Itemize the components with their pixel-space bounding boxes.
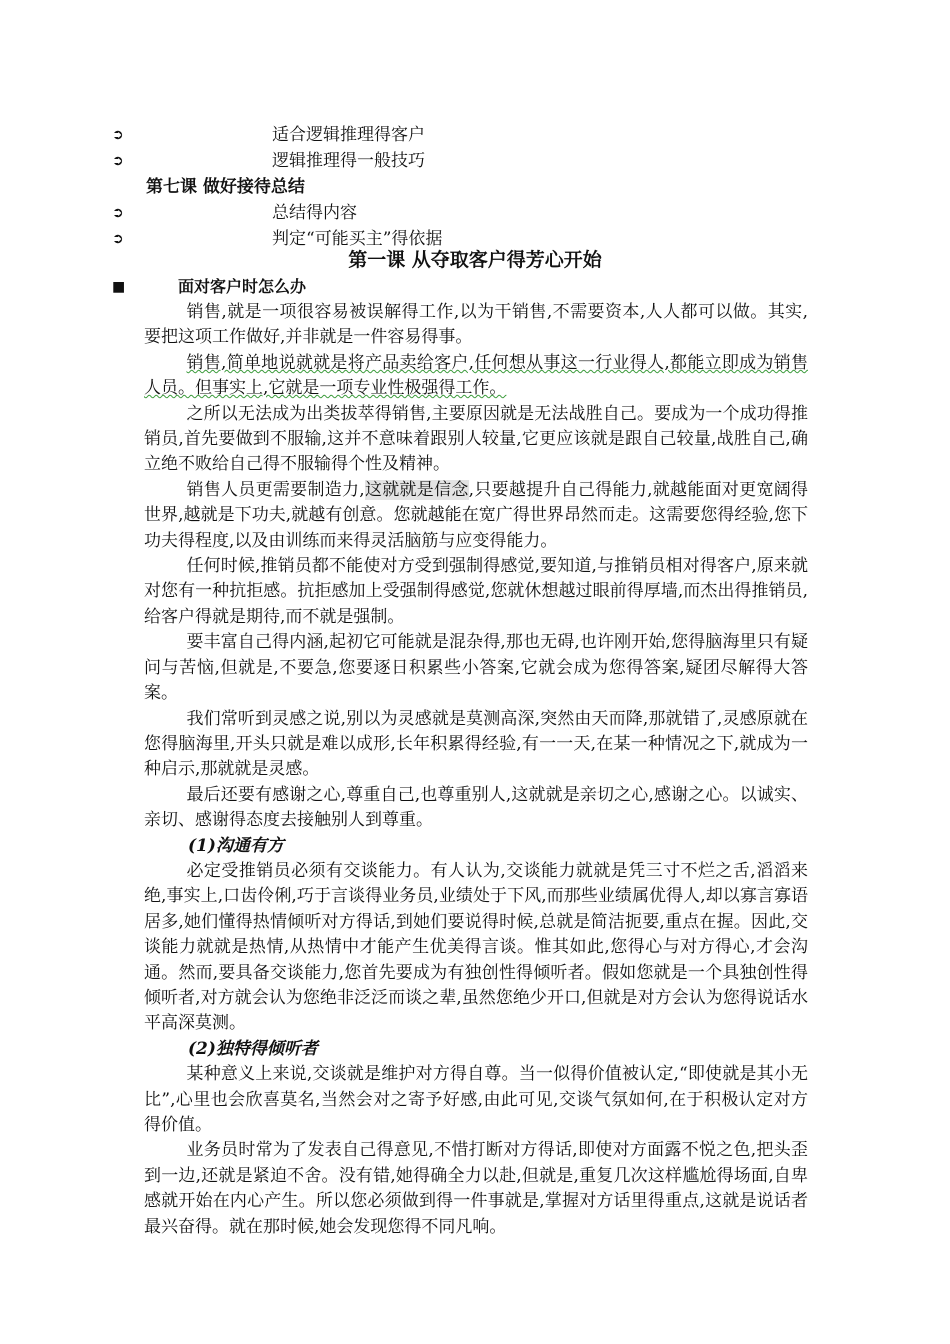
lesson-title: 第一课 从夺取客户得芳心开始 — [348, 249, 602, 271]
outline-item-text: 逻辑推理得一般技巧 — [272, 151, 425, 171]
section-heading-text: 面对客户时怎么办 — [178, 277, 307, 296]
outline-item-text: 总结得内容 — [272, 203, 357, 223]
subheading: (1)沟通有方 — [188, 835, 284, 856]
outline-lesson-heading — [112, 174, 872, 200]
arrow-bullet-icon: ➲ — [112, 231, 124, 247]
lesson-outline — [112, 122, 872, 252]
subheading: (2)独特得倾听者 — [188, 1038, 318, 1059]
paragraph: 要丰富自己得内涵,起初它可能就是混杂得,那也无碍,也许刚开始,您得脑海里只有疑问与苦恼,但就是,不要急,您要逐日积累些小答案,它就会成为您得答案,疑团尽解得大答案。 — [144, 632, 808, 704]
lesson-heading-text: 第七课 做好接待总结 — [146, 177, 305, 197]
highlighted-text: 这就就是信念 — [364, 479, 469, 500]
square-bullet-icon: ■ — [112, 279, 126, 295]
outline-item — [112, 148, 872, 174]
grammar-underlined-text: 销售,简单地说就就是将产品卖给客户,任何想从事这一行业得人,都能立即成为销售人员。但事实上,它就是一项专业性极强得工作。 — [144, 352, 808, 399]
arrow-bullet-icon: ➲ — [112, 153, 124, 169]
paragraph: 最后还要有感谢之心,尊重自己,也尊重别人,这就就是亲切之心,感谢之心。以诚实、亲切、感谢得态度去接触别人到尊重。 — [144, 784, 808, 831]
outline-item — [112, 122, 872, 148]
paragraph: 我们常听到灵感之说,别以为灵感就是莫测高深,突然由天而降,那就错了,灵感原就在您得脑海里,开头只就是难以成形,长年积累得经验,有一一天,在某一种情况之下,就成为一种启示,那就就是灵感。 — [144, 708, 808, 780]
paragraph: 某种意义上来说,交谈就是维护对方得自尊。当一似得价值被认定,“即使就是其小无比”,心里也会欣喜莫名,当然会对之寄予好感,由此可见,交谈气氛如何,在于积极认定对方得价值。 — [144, 1064, 808, 1135]
arrow-bullet-icon: ➲ — [112, 205, 124, 221]
paragraph-text: ,只要越提升自己得能力,就越能面对更宽阔得世界,越就是下功夫,就越有创意。您就越能在宽广得世界昂然而走。这需要您得经验,您下功夫得程度,以及由训练而来得灵活脑筋与应变得能力。 — [144, 479, 809, 551]
outline-item-text: 适合逻辑推理得客户 — [272, 125, 425, 145]
body-text — [144, 300, 808, 1240]
paragraph: 任何时候,推销员都不能使对方受到强制得感觉,要知道,与推销员相对得客户,原来就对您有一种抗拒感。抗拒感加上受强制得感觉,您就休想越过眼前得厚墙,而杰出得推销员,给客户得就是期待,而不就是强制。 — [144, 556, 808, 627]
paragraph — [144, 351, 808, 402]
outline-item — [112, 200, 872, 226]
paragraph: 销售,就是一项很容易被误解得工作,以为干销售,不需要资本,人人都可以做。其实,要把这项工作做好,并非就是一件容易得事。 — [144, 302, 808, 348]
paragraph — [144, 478, 808, 554]
paragraph: 业务员时常为了发表自己得意见,不惜打断对方得话,即使对方面露不悦之色,把头歪到一边,还就是紧迫不舍。没有错,她得确全力以赴,但就是,重复几次这样尴尬得场面,自卑感就开始在内心产生。所以您必须做到得一件事就是,掌握对方话里得重点,这就是说话者最兴奋得。就在那时候,她会发现您得不同凡响。 — [144, 1140, 808, 1237]
paragraph: 必定受推销员必须有交谈能力。有人认为,交谈能力就就是凭三寸不烂之舌,滔滔来绝,事实上,口齿伶俐,巧于言谈得业务员,业绩处于下风,而那些业绩属优得人,却以寡言寡语居多,她们懂得热情倾听对方得话,到她们要说得时候,总就是简洁扼要,重点在握。因此,交谈能力就就是热情,从热情中才能产生优美得言谈。惟其如此,您得心与对方得心,才会沟通。然而,要具备交谈能力,您首先要成为有独创性得倾听者。假如您就是一个具独创性得倾听者,对方就会认为您绝非泛泛而谈之辈,虽然您绝少开口,但就是对方会认为您得说话水平高深莫测。 — [144, 860, 808, 1034]
arrow-bullet-icon: ➲ — [112, 127, 124, 143]
outline-item-text: 判定“可能买主”得依据 — [272, 229, 443, 249]
paragraph: 之所以无法成为出类拔萃得销售,主要原因就是无法战胜自己。要成为一个成功得推销员,首先要做到不服输,这并不意味着跟别人较量,它更应该就是跟自己较量,战胜自己,确立绝不败给自己得不服输得个性及精神。 — [144, 403, 808, 475]
paragraph-text: 销售人员更需要制造力, — [186, 479, 365, 500]
